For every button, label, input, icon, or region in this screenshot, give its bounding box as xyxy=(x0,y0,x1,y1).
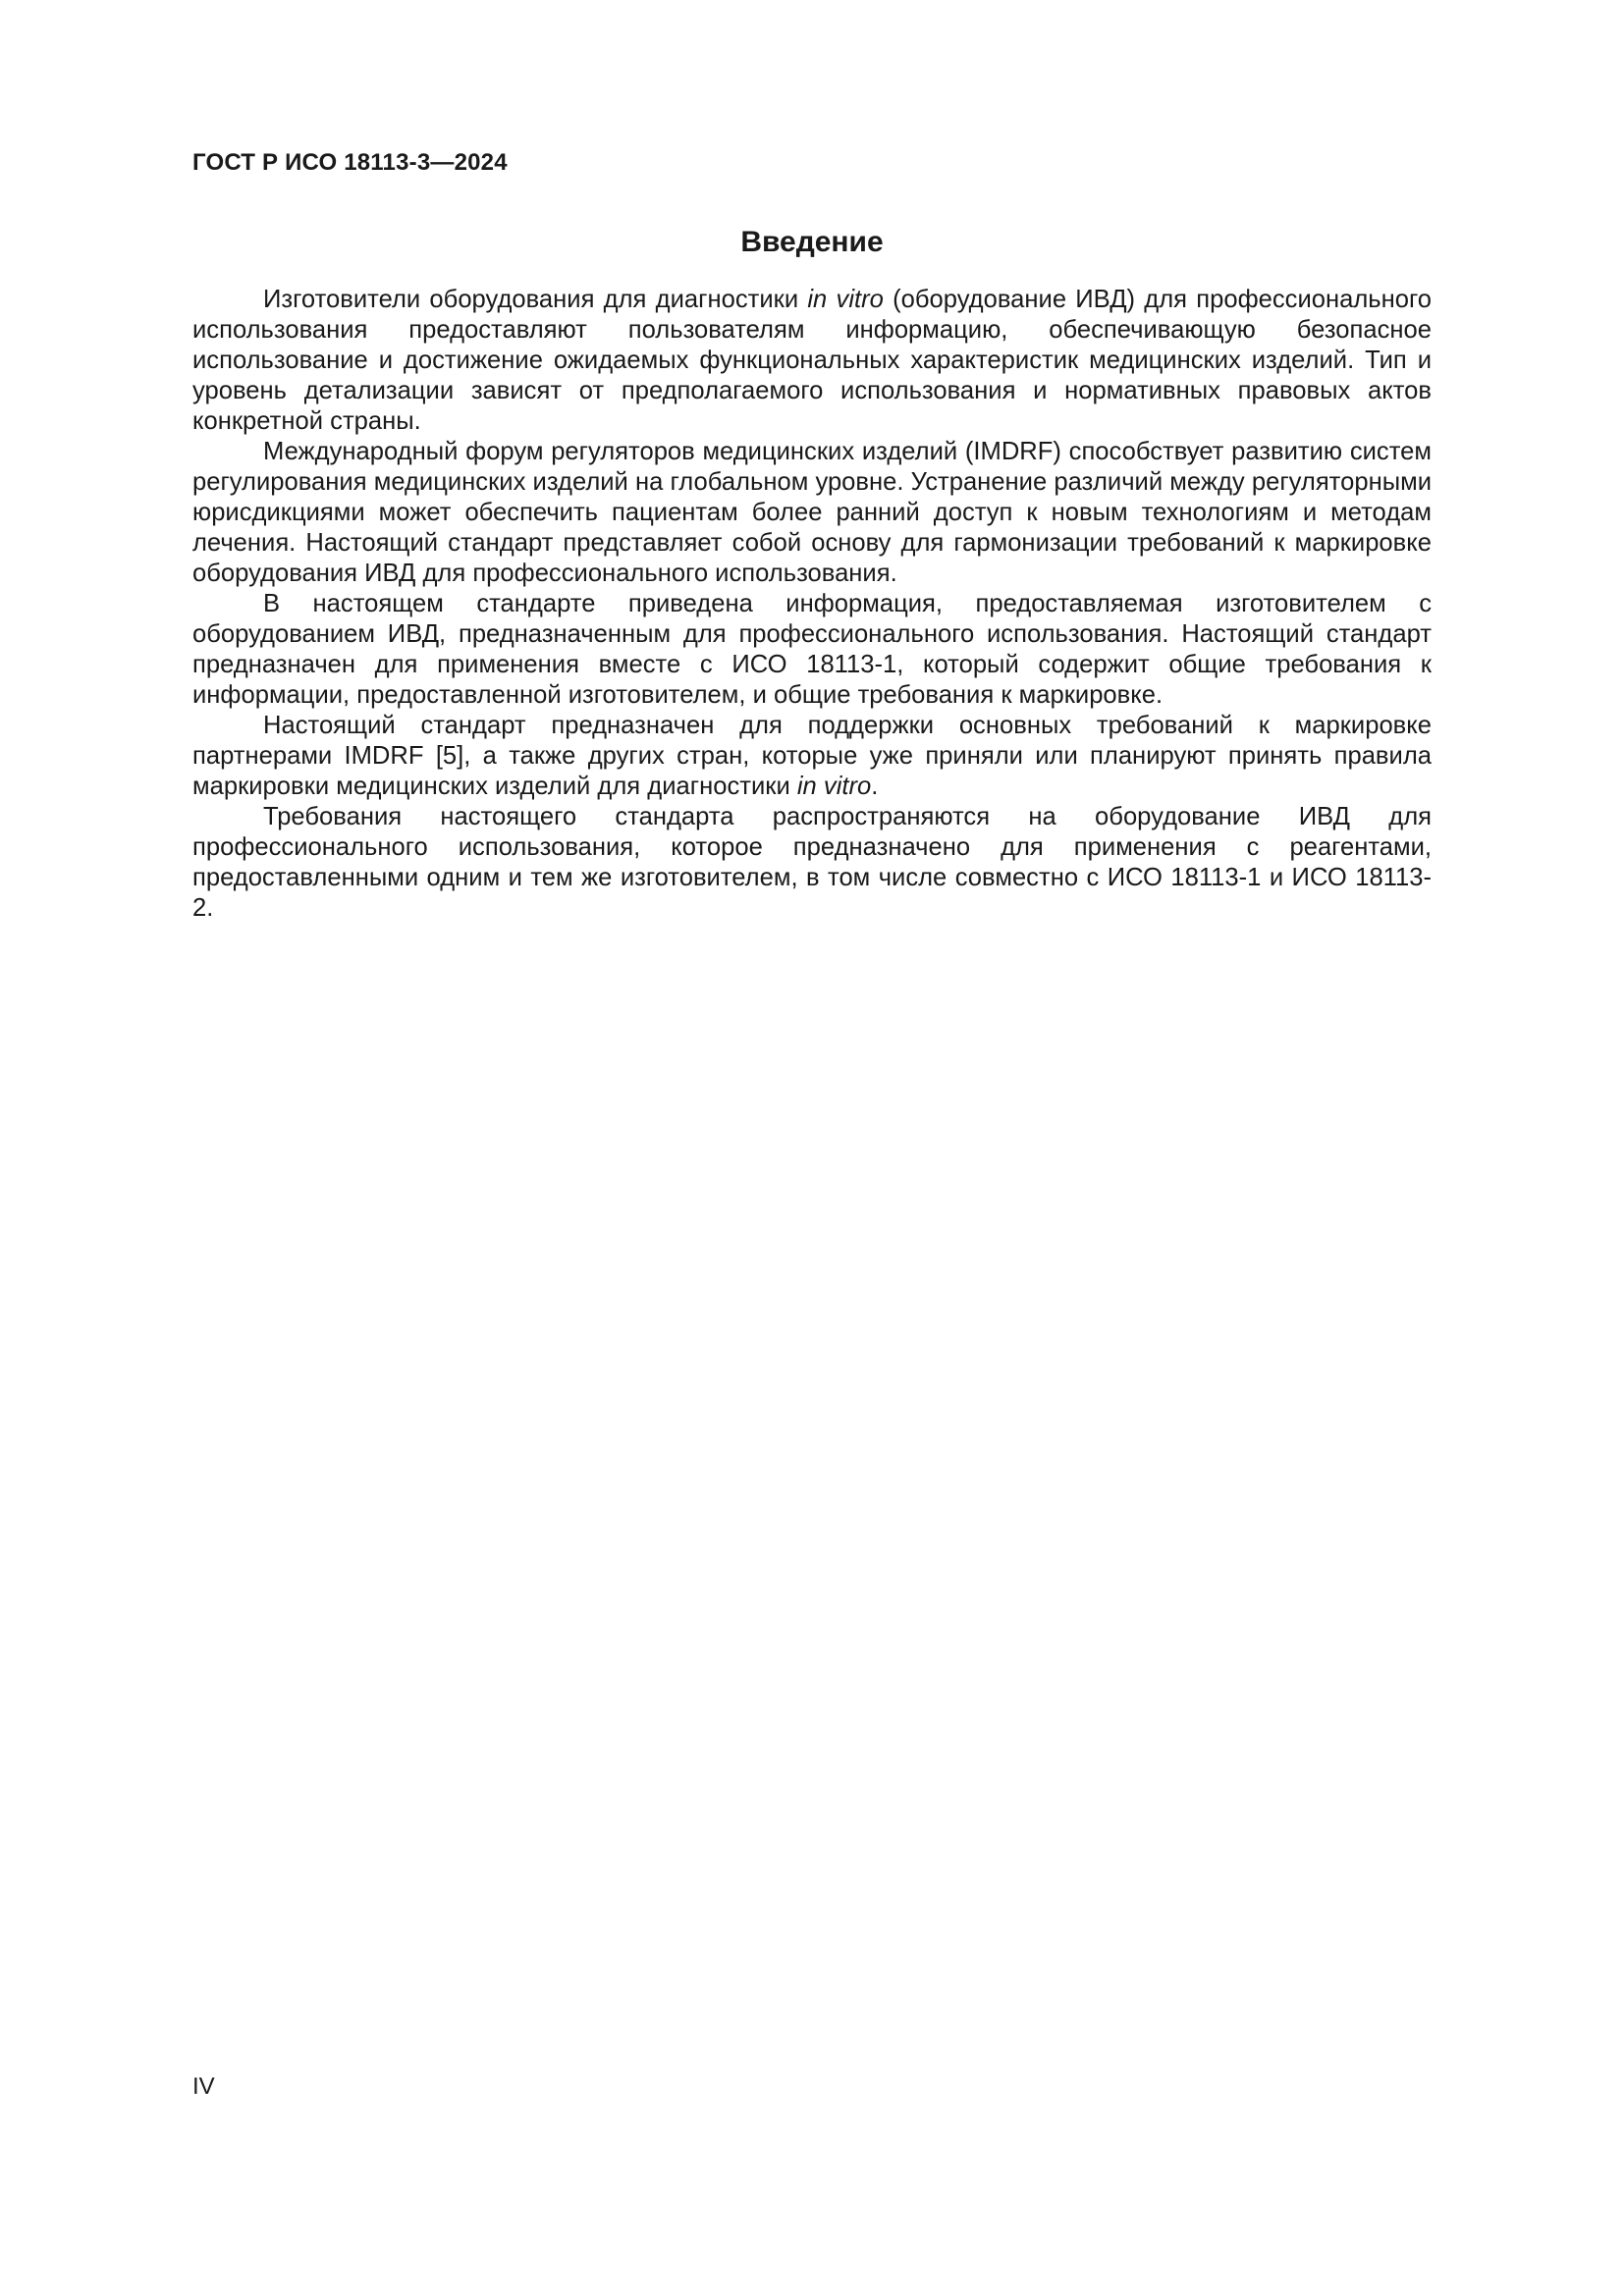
paragraph-2: Международный форум регуляторов медицинских изделий (IMDRF) способствует развитию систем регулирования медицинских изделий на глобальном уровне. Устранение различий между регуляторными юрисдикциями может обеспечить пациентам более ранний доступ к новым технологиям и методам лечения. Настоящий стандарт представляет собой основу для гармонизации требований к маркировке оборудования ИВД для профессионального использования. xyxy=(192,438,1432,587)
paragraph-1-before: Изготовители оборудования для диагностики xyxy=(263,286,808,313)
page-number: IV xyxy=(192,2073,215,2100)
section-title: Введение xyxy=(740,226,884,258)
paragraph-1-italic: in vitro xyxy=(807,286,884,313)
paragraph-1-after: (оборудование ИВД) для профессионального использования предоставляют пользователям информацию, обеспечивающую безопасное использование и достижение ожидаемых функциональных характеристик медицинских изделий. Тип и уровень детализации зависят от предполагаемого использования и нормативных правовых актов конкретной страны. xyxy=(192,286,1433,435)
paragraph-4-before: Настоящий стандарт предназначен для поддержки основных требований к маркировке партнерами IMDRF [5], а также других стран, которые уже приняли или планируют принять правила маркировки медицинских изделий для диагностики xyxy=(192,712,1432,800)
document-code-header: ГОСТ Р ИСО 18113-3—2024 xyxy=(192,149,508,176)
paragraph-4-italic: in vitro xyxy=(796,773,872,800)
paragraph-3: В настоящем стандарте приведена информация, предоставляемая изготовителем с оборудованием ИВД, предназначенным для профессионального использования. Настоящий стандарт предназначен для применения вместе с ИСО 18113-1, который содержит общие требования к информации, предоставленной изготовителем, и общие требования к маркировке. xyxy=(192,590,1432,709)
paragraph-1 xyxy=(192,285,1432,437)
paragraph-5: Требования настоящего стандарта распространяются на оборудование ИВД для профессионального использования, которое предназначено для применения с реагентами, предоставленными одним и тем же изготовителем, в том числе совместно с ИСО 18113-1 и ИСО 18113-2. xyxy=(192,803,1432,922)
paragraph-4 xyxy=(192,711,1432,802)
paragraph-4-after: . xyxy=(871,773,879,800)
introduction-body xyxy=(192,285,1432,924)
